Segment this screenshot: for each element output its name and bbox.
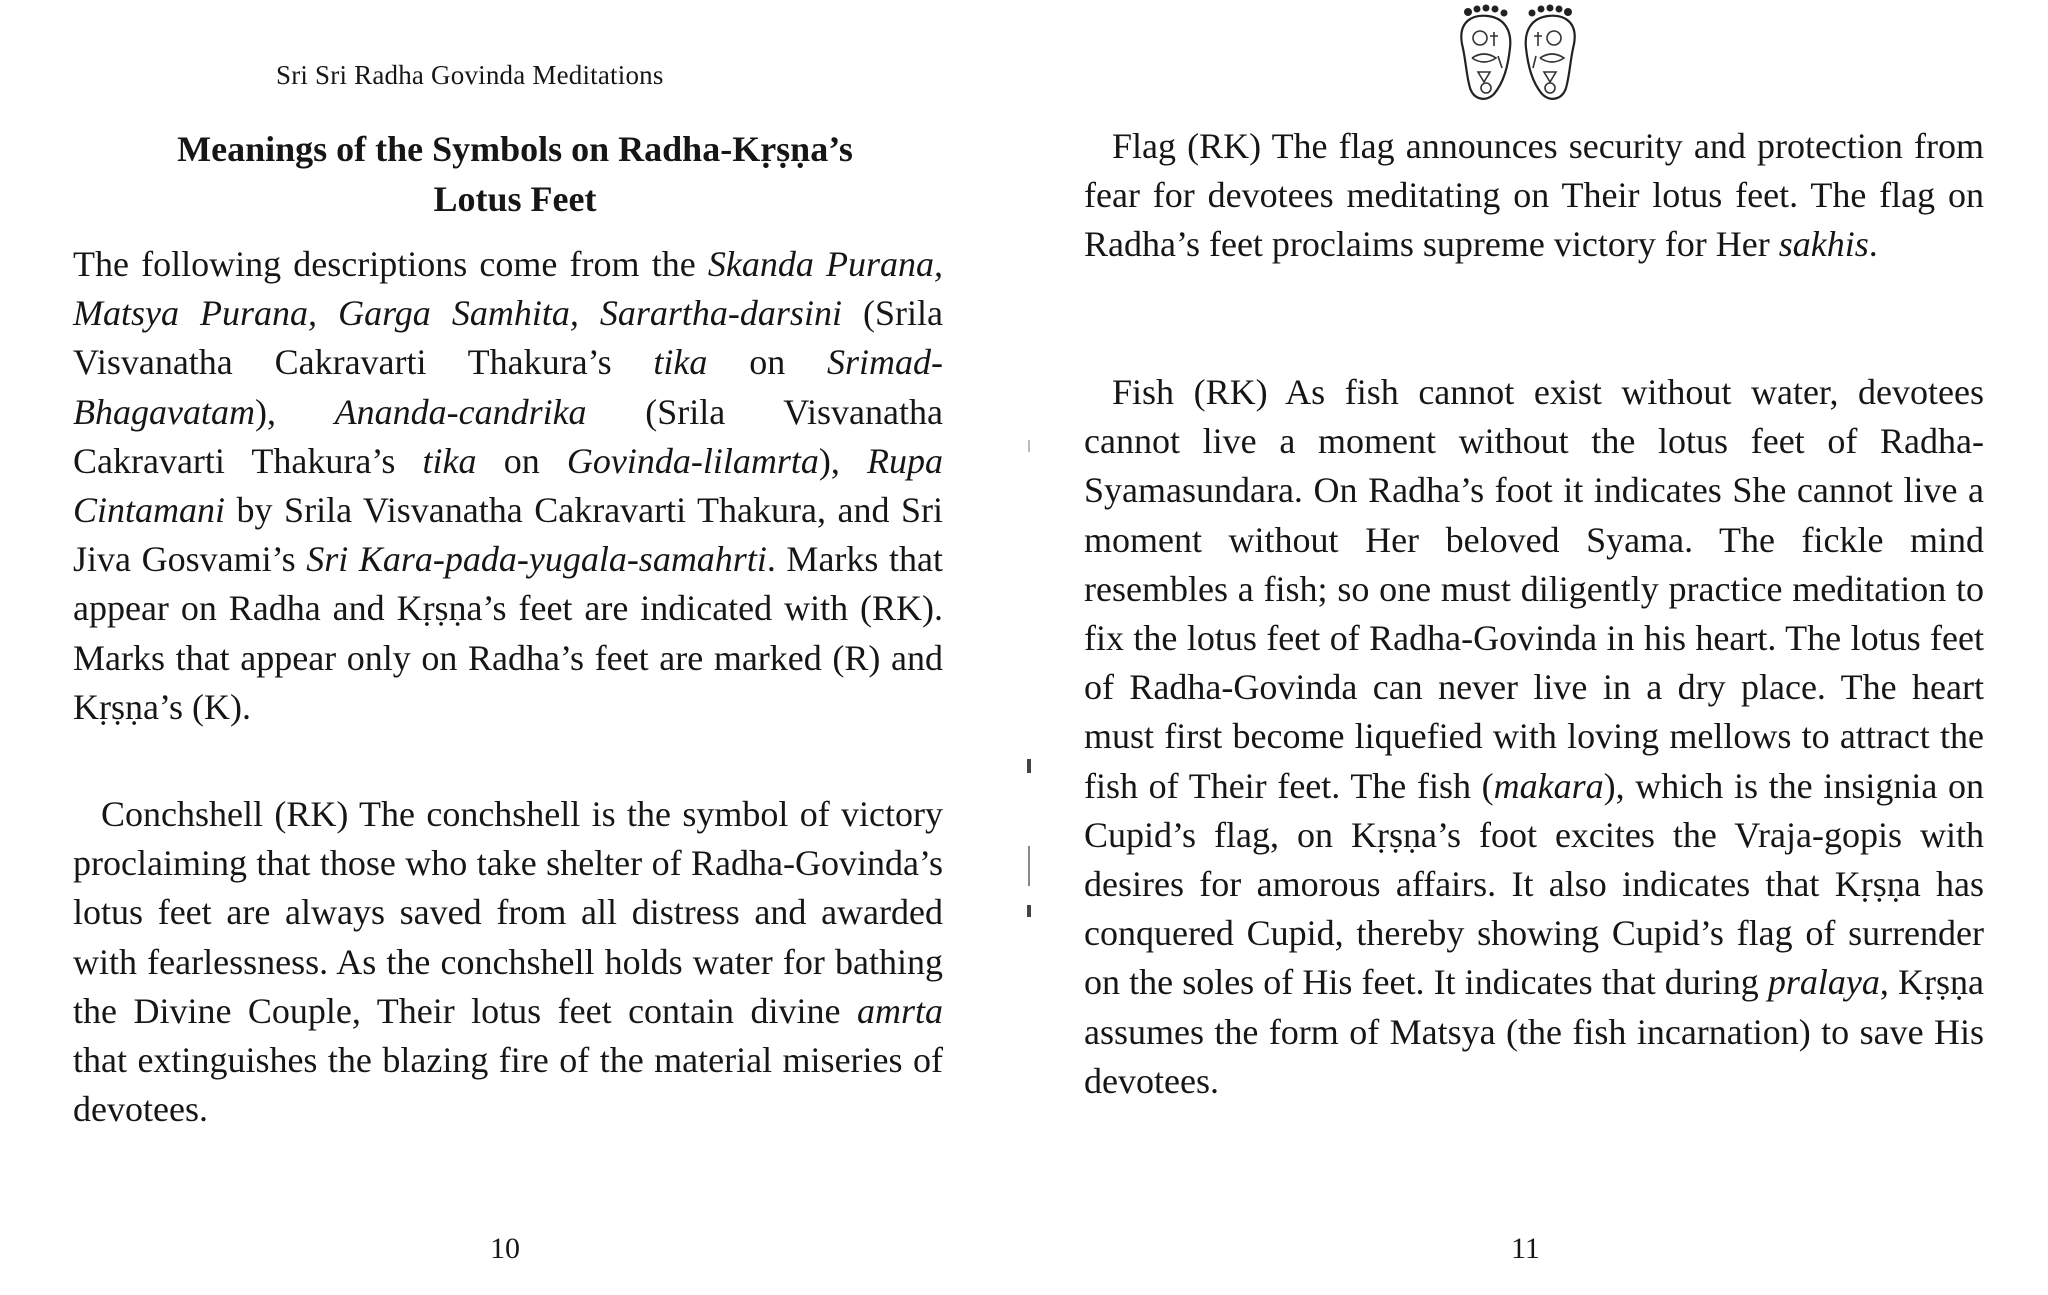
- lotus-footprints-icon: [1450, 4, 1586, 102]
- fish-paragraph: Fish (RK) As fish cannot exist without water, devotees cannot live a moment without the lotus feet of Radha-Syamasundara. On Radha’s foot it indicates She cannot live a moment without Her beloved Syama. The fickle mind resembles a fish; so one must diligently practice meditation to fix the lotus feet of Radha-Govinda in his heart. The lotus feet of Radha-Govinda can never live in a dry place. The heart must first become liquefied with loving mellows to attract the fish of Their feet. The fish (makara), which is the insignia on Cupid’s flag, on Kṛṣṇa’s foot excites the Vraja-gopis with desires for amorous affairs. It also indicates that Kṛṣṇa has conquered Cupid, thereby showing Cupid’s flag of surrender on the soles of His feet. It indicates that during pralaya, Kṛṣṇa assumes the form of Matsya (the fish incarnation) to save His devotees.: [1084, 372, 1984, 1101]
- right-page: [1024, 0, 2048, 1295]
- running-head: Sri Sri Radha Govinda Meditations: [276, 60, 664, 90]
- intro-paragraph: The following descriptions come from the Skanda Purana, Matsya Purana, Garga Samhita, Sarartha-darsini (Srila Visvanatha Cakravarti Thakura’s tika on Srimad-Bhagavatam), Ananda-candrika (Srila Visvanatha Cakravarti Thakura’s tika on Govinda-lilamrta), Rupa Cintamani by Srila Visvanatha Cakravarti Thakura, and Sri Jiva Gosvami’s Sri Kara-pada-yugala-samahrti. Marks that appear on Radha and Kṛṣṇa’s feet are indicated with (RK). Marks that appear only on Radha’s feet are marked (R) and Kṛṣṇa’s (K).: [73, 244, 944, 727]
- chapter-title: [75, 124, 955, 224]
- flag-paragraph: Flag (RK) The flag announces security and protection from fear for devotees meditating on Their lotus feet. The flag on Radha’s feet proclaims supreme victory for Her sakhis.: [1084, 126, 1984, 265]
- chapter-title-line-1: Meanings of the Symbols on Radha-Kṛṣṇa’s: [177, 129, 853, 169]
- page-number-right: 11: [1511, 1232, 1540, 1265]
- conchshell-paragraph: Conchshell (RK) The conchshell is the symbol of victory proclaiming that those who take shelter of Radha-Govinda’s lotus feet are always saved from all distress and awarded with fearlessness. As the conchshell holds water for bathing the Divine Couple, Their lotus feet contain divine amrta that extinguishes the blazing fire of the material miseries of devotees.: [73, 794, 943, 1130]
- chapter-title-line-2: Lotus Feet: [433, 179, 597, 219]
- page-number-left: 10: [490, 1232, 520, 1265]
